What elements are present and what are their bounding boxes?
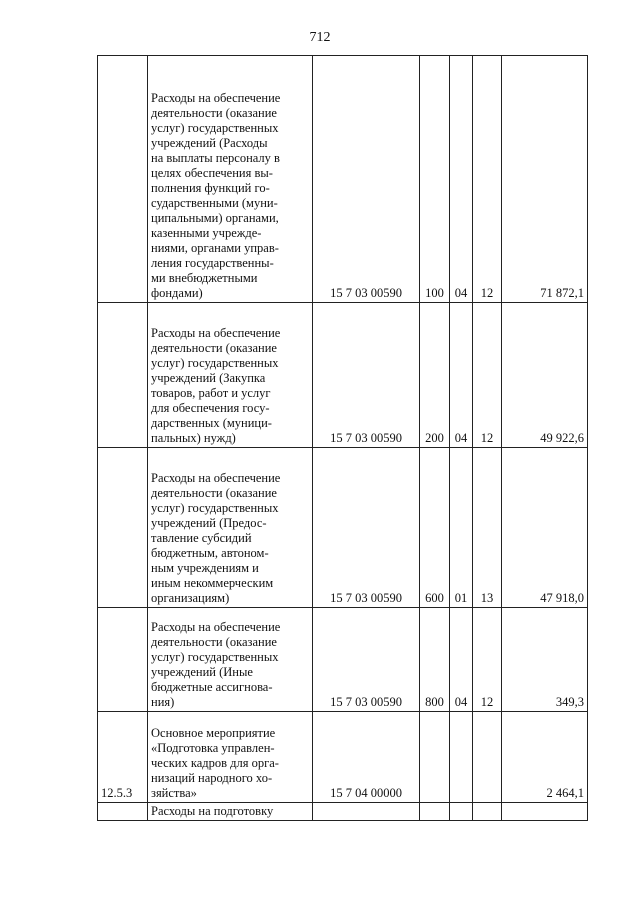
section-cell: 04 xyxy=(450,303,473,448)
amount-cell: 71 872,1 xyxy=(502,56,588,303)
item-name-line: деятельности (оказание xyxy=(151,341,277,355)
classification-code-cell: 15 7 03 00590 xyxy=(313,448,420,608)
item-name-line: деятельности (оказание xyxy=(151,635,277,649)
budget-table-body xyxy=(98,56,588,821)
amount-cell: 47 918,0 xyxy=(502,448,588,608)
item-name-line: зяйства» xyxy=(151,786,197,800)
item-name-line: низаций народного хо- xyxy=(151,771,273,785)
item-name-line: фондами) xyxy=(151,286,203,300)
item-name-line: целях обеспечения вы- xyxy=(151,166,273,180)
item-name-line: тавление субсидий xyxy=(151,531,252,545)
item-name-line: ния) xyxy=(151,695,175,709)
expense-type-cell: 800 xyxy=(420,608,450,712)
amount-cell xyxy=(502,803,588,821)
item-name-line: иным некоммерческим xyxy=(151,576,274,590)
section-cell xyxy=(450,712,473,803)
item-name-line: Расходы на обеспечение xyxy=(151,326,281,340)
subsection-cell: 12 xyxy=(473,303,502,448)
item-name-line: Расходы на обеспечение xyxy=(151,91,281,105)
item-name-line: ческих кадров для орга- xyxy=(151,756,279,770)
expense-type-cell: 200 xyxy=(420,303,450,448)
item-number-cell xyxy=(98,303,148,448)
subsection-cell: 12 xyxy=(473,608,502,712)
amount-cell: 49 922,6 xyxy=(502,303,588,448)
item-name-line: услуг) государственных xyxy=(151,650,279,664)
subsection-cell xyxy=(473,803,502,821)
item-name-line: Расходы на обеспечение xyxy=(151,471,281,485)
item-name-cell xyxy=(148,303,313,448)
item-name-line: бюджетным, автоном- xyxy=(151,546,269,560)
item-name-line: для обеспечения госу- xyxy=(151,401,270,415)
item-name-line: товаров, работ и услуг xyxy=(151,386,271,400)
item-name-cell xyxy=(148,803,313,821)
subsection-cell xyxy=(473,712,502,803)
item-name-cell xyxy=(148,56,313,303)
item-name-line: на выплаты персоналу в xyxy=(151,151,280,165)
section-cell xyxy=(450,803,473,821)
item-name-line: Основное мероприятие xyxy=(151,726,276,740)
item-name-line: ным учреждениям и xyxy=(151,561,259,575)
item-name-line: ми внебюджетными xyxy=(151,271,258,285)
item-number-cell xyxy=(98,448,148,608)
item-name-cell xyxy=(148,712,313,803)
table-row xyxy=(98,448,588,608)
item-name-line: учреждений (Иные xyxy=(151,665,253,679)
item-name-line: дарственных (муници- xyxy=(151,416,272,430)
item-name-line: учреждений (Расходы xyxy=(151,136,268,150)
item-name-line: сударственными (муни- xyxy=(151,196,278,210)
item-name-line: услуг) государственных xyxy=(151,356,279,370)
table-row xyxy=(98,712,588,803)
item-name-line: деятельности (оказание xyxy=(151,106,277,120)
classification-code-cell: 15 7 03 00590 xyxy=(313,303,420,448)
item-name-line: деятельности (оказание xyxy=(151,486,277,500)
item-name-line: пальных) нужд) xyxy=(151,431,236,445)
page-number: 712 xyxy=(309,30,331,45)
classification-code-cell: 15 7 04 00000 xyxy=(313,712,420,803)
item-number-cell xyxy=(98,803,148,821)
item-name-line: ниями, органами управ- xyxy=(151,241,279,255)
item-name-line: ципальными) органами, xyxy=(151,211,279,225)
item-number-cell xyxy=(98,608,148,712)
expense-type-cell: 600 xyxy=(420,448,450,608)
section-cell: 04 xyxy=(450,56,473,303)
classification-code-cell: 15 7 03 00590 xyxy=(313,56,420,303)
budget-table xyxy=(97,55,588,821)
item-name-line: «Подготовка управлен- xyxy=(151,741,275,755)
item-number-cell xyxy=(98,56,148,303)
item-name-cell xyxy=(148,448,313,608)
section-cell: 01 xyxy=(450,448,473,608)
item-name-line: ления государственны- xyxy=(151,256,274,270)
amount-cell: 349,3 xyxy=(502,608,588,712)
item-name-line: бюджетные ассигнова- xyxy=(151,680,273,694)
table-row xyxy=(98,303,588,448)
table-row xyxy=(98,56,588,303)
item-name-line: Расходы на обеспечение xyxy=(151,620,281,634)
subsection-cell: 13 xyxy=(473,448,502,608)
table-row xyxy=(98,803,588,821)
item-name-line: услуг) государственных xyxy=(151,121,279,135)
amount-cell: 2 464,1 xyxy=(502,712,588,803)
section-cell: 04 xyxy=(450,608,473,712)
item-number-cell: 12.5.3 xyxy=(98,712,148,803)
expense-type-cell xyxy=(420,712,450,803)
item-name-line: Расходы на подготовку xyxy=(151,804,274,818)
item-name-line: учреждений (Предос- xyxy=(151,516,267,530)
item-name-line: полнения функций го- xyxy=(151,181,270,195)
item-name-line: казенными учрежде- xyxy=(151,226,262,240)
item-name-cell xyxy=(148,608,313,712)
table-row xyxy=(98,608,588,712)
item-name-line: организациям) xyxy=(151,591,230,605)
expense-type-cell: 100 xyxy=(420,56,450,303)
expense-type-cell xyxy=(420,803,450,821)
classification-code-cell: 15 7 03 00590 xyxy=(313,608,420,712)
classification-code-cell xyxy=(313,803,420,821)
item-name-line: услуг) государственных xyxy=(151,501,279,515)
subsection-cell: 12 xyxy=(473,56,502,303)
item-name-line: учреждений (Закупка xyxy=(151,371,266,385)
